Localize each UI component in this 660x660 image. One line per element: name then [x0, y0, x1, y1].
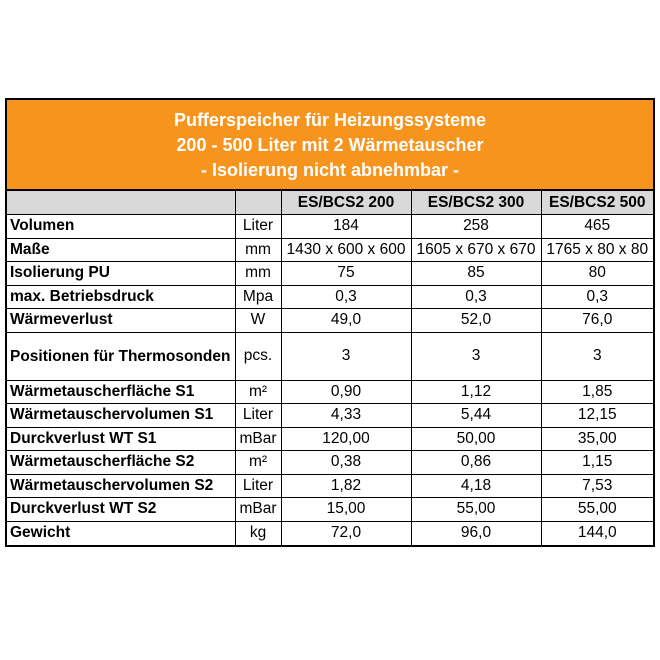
row-value-500: 80 — [541, 262, 653, 286]
row-value-200: 4,33 — [281, 404, 411, 428]
spec-table — [7, 191, 653, 545]
header-cell-model-200: ES/BCS2 200 — [281, 191, 411, 215]
row-value-500: 465 — [541, 215, 653, 239]
row-unit: m² — [235, 451, 281, 475]
row-value-300: 1605 x 670 x 670 — [411, 238, 541, 262]
spec-sheet — [5, 98, 655, 547]
row-unit: m² — [235, 380, 281, 404]
header-cell-unit — [235, 191, 281, 215]
table-row — [7, 474, 653, 498]
row-value-200: 120,00 — [281, 427, 411, 451]
table-row — [7, 285, 653, 309]
row-value-300: 1,12 — [411, 380, 541, 404]
row-unit: Liter — [235, 474, 281, 498]
row-unit: pcs. — [235, 332, 281, 380]
row-label: Wärmetauschervolumen S2 — [7, 474, 235, 498]
row-value-500: 7,53 — [541, 474, 653, 498]
row-value-200: 3 — [281, 332, 411, 380]
table-row — [7, 332, 653, 380]
row-value-500: 55,00 — [541, 498, 653, 522]
table-row — [7, 404, 653, 428]
table-row — [7, 498, 653, 522]
row-unit: kg — [235, 521, 281, 545]
row-value-500: 1765 x 80 x 80 — [541, 238, 653, 262]
row-value-500: 0,3 — [541, 285, 653, 309]
title-line-3: - Isolierung nicht abnehmbar - — [200, 160, 460, 180]
row-value-200: 49,0 — [281, 309, 411, 333]
header-cell-label — [7, 191, 235, 215]
row-label: Positionen für Thermosonden — [7, 332, 235, 380]
row-unit: mm — [235, 262, 281, 286]
row-label: Durckverlust WT S2 — [7, 498, 235, 522]
row-value-300: 258 — [411, 215, 541, 239]
row-label: max. Betriebsdruck — [7, 285, 235, 309]
row-label: Wärmetauschervolumen S1 — [7, 404, 235, 428]
row-value-300: 55,00 — [411, 498, 541, 522]
row-value-500: 76,0 — [541, 309, 653, 333]
row-unit: W — [235, 309, 281, 333]
row-label: Volumen — [7, 215, 235, 239]
table-row — [7, 380, 653, 404]
row-unit: Liter — [235, 404, 281, 428]
header-cell-model-500: ES/BCS2 500 — [541, 191, 653, 215]
table-row — [7, 427, 653, 451]
table-row — [7, 238, 653, 262]
row-label: Isolierung PU — [7, 262, 235, 286]
row-value-300: 85 — [411, 262, 541, 286]
row-unit: mBar — [235, 498, 281, 522]
title-line-2: 200 - 500 Liter mit 2 Wärmetauscher — [176, 135, 484, 155]
row-label: Gewicht — [7, 521, 235, 545]
table-row — [7, 451, 653, 475]
row-value-500: 1,15 — [541, 451, 653, 475]
row-value-300: 4,18 — [411, 474, 541, 498]
row-value-200: 15,00 — [281, 498, 411, 522]
row-value-300: 5,44 — [411, 404, 541, 428]
row-label: Durckverlust WT S1 — [7, 427, 235, 451]
row-value-500: 144,0 — [541, 521, 653, 545]
table-row — [7, 262, 653, 286]
title-banner — [7, 100, 653, 191]
title-line-1: Pufferspeicher für Heizungssysteme — [173, 110, 487, 130]
row-unit: Mpa — [235, 285, 281, 309]
row-value-200: 75 — [281, 262, 411, 286]
row-label: Wärmeverlust — [7, 309, 235, 333]
row-value-300: 0,86 — [411, 451, 541, 475]
row-value-300: 0,3 — [411, 285, 541, 309]
row-value-300: 96,0 — [411, 521, 541, 545]
row-value-300: 52,0 — [411, 309, 541, 333]
row-value-200: 72,0 — [281, 521, 411, 545]
row-label: Wärmetauscherfläche S1 — [7, 380, 235, 404]
row-label: Maße — [7, 238, 235, 262]
header-cell-model-300: ES/BCS2 300 — [411, 191, 541, 215]
row-value-200: 0,90 — [281, 380, 411, 404]
header-row — [7, 191, 653, 215]
row-value-500: 3 — [541, 332, 653, 380]
table-row — [7, 215, 653, 239]
row-value-300: 50,00 — [411, 427, 541, 451]
row-unit: mm — [235, 238, 281, 262]
table-row — [7, 521, 653, 545]
row-value-200: 1430 x 600 x 600 — [281, 238, 411, 262]
table-row — [7, 309, 653, 333]
row-value-300: 3 — [411, 332, 541, 380]
row-label: Wärmetauscherfläche S2 — [7, 451, 235, 475]
row-value-200: 0,3 — [281, 285, 411, 309]
row-unit: mBar — [235, 427, 281, 451]
row-value-200: 184 — [281, 215, 411, 239]
row-value-500: 1,85 — [541, 380, 653, 404]
row-value-500: 35,00 — [541, 427, 653, 451]
row-unit: Liter — [235, 215, 281, 239]
row-value-200: 0,38 — [281, 451, 411, 475]
row-value-200: 1,82 — [281, 474, 411, 498]
row-value-500: 12,15 — [541, 404, 653, 428]
